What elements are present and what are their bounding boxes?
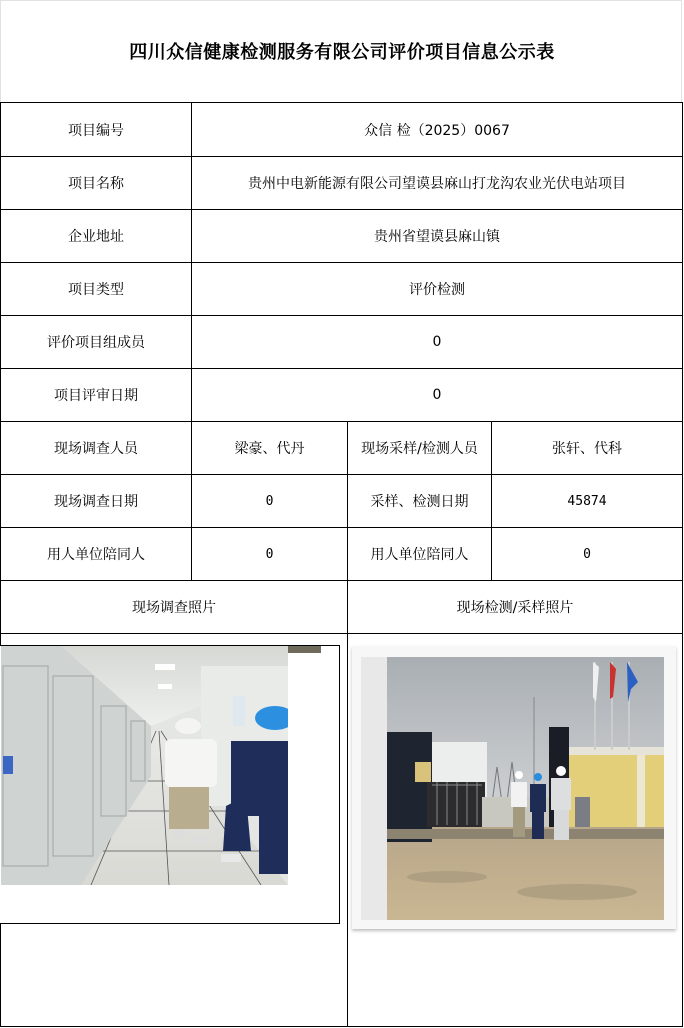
label-survey-staff: 现场调查人员 <box>0 421 192 475</box>
sampling-photo <box>387 657 664 920</box>
label-project-no: 项目编号 <box>0 102 192 157</box>
label-escort: 用人单位陪同人 <box>0 527 192 581</box>
value-project-type: 评价检测 <box>191 262 683 316</box>
value-members: 0 <box>191 315 683 369</box>
label-sampling-staff: 现场采样/检测人员 <box>347 421 492 475</box>
value-sampling-staff: 张轩、代科 <box>491 421 683 475</box>
value-project-name: 贵州中电新能源有限公司望谟县麻山打龙沟农业光伏电站项目 <box>191 156 683 210</box>
survey-photo <box>1 646 288 885</box>
value-survey-staff: 梁豪、代丹 <box>191 421 348 475</box>
label-members: 评价项目组成员 <box>0 315 192 369</box>
survey-photo-header: 现场调查照片 <box>0 580 348 634</box>
label-address: 企业地址 <box>0 209 192 263</box>
page-title: 四川众信健康检测服务有限公司评价项目信息公示表 <box>129 42 555 63</box>
value-escort-2: 0 <box>491 527 683 581</box>
value-review-date: 0 <box>191 368 683 422</box>
label-sampling-date: 采样、检测日期 <box>347 474 492 528</box>
photo-margin <box>361 657 387 920</box>
label-project-name: 项目名称 <box>0 156 192 210</box>
label-project-type: 项目类型 <box>0 262 192 316</box>
value-survey-date: 0 <box>191 474 348 528</box>
value-sampling-date: 45874 <box>491 474 683 528</box>
photo-edge-strip <box>288 646 321 653</box>
label-survey-date: 现场调查日期 <box>0 474 192 528</box>
value-escort: 0 <box>191 527 348 581</box>
value-project-no: 众信 检（2025）0067 <box>191 102 683 157</box>
sampling-photo-header: 现场检测/采样照片 <box>347 580 683 634</box>
label-review-date: 项目评审日期 <box>0 368 192 422</box>
label-escort-2: 用人单位陪同人 <box>347 527 492 581</box>
value-address: 贵州省望谟县麻山镇 <box>191 209 683 263</box>
